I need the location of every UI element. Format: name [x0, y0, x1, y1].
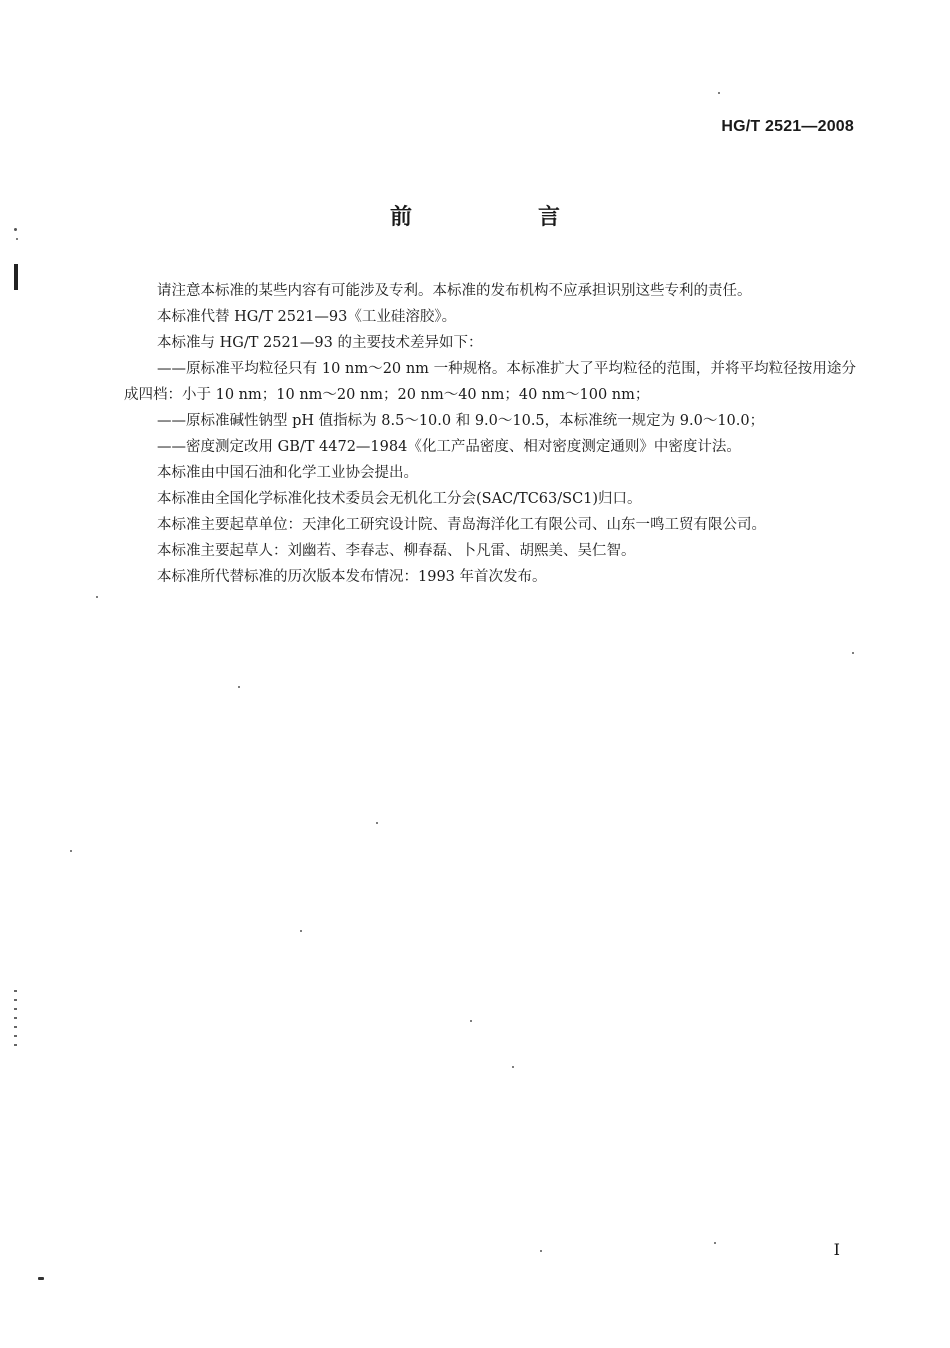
- paragraph-patent-notice: 请注意本标准的某些内容有可能涉及专利。本标准的发布机构不应承担识别这些专利的责任。: [157, 283, 752, 299]
- paragraph-version-history: 本标准所代替标准的历次版本发布情况：1993 年首次发布。: [157, 569, 547, 585]
- scan-speck: [238, 686, 240, 688]
- paragraph-drafters: 本标准主要起草人：刘幽若、李春志、柳春磊、卜凡雷、胡熙美、吴仁智。: [157, 543, 636, 559]
- scan-margin-mark: [14, 264, 18, 290]
- scan-speck: [70, 850, 72, 852]
- paragraph-replaces: 本标准代替 HG/T 2521—93《工业硅溶胶》。: [157, 309, 457, 325]
- scan-dotted-mark: [14, 990, 17, 1052]
- paragraph-differences-intro: 本标准与 HG/T 2521—93 的主要技术差异如下：: [157, 335, 483, 351]
- scan-speck: [718, 92, 720, 94]
- scan-speck: [16, 238, 18, 240]
- scan-speck: [540, 1250, 542, 1252]
- scan-speck: [512, 1066, 514, 1068]
- paragraph-administered-by: 本标准由全国化学标准化技术委员会无机化工分会(SAC/TC63/SC1)归口。: [157, 491, 642, 507]
- scan-speck: [96, 596, 98, 598]
- scan-speck: [852, 652, 854, 654]
- scan-speck: [376, 822, 378, 824]
- paragraph-difference-ph: ——原标准碱性钠型 pH 值指标为 8.5～10.0 和 9.0～10.5，本标准统一规定为 9.0～10.0；: [157, 413, 765, 429]
- paragraph-difference-particle-size: ——原标准平均粒径只有 10 nm～20 nm 一种规格。本标准扩大了平均粒径的范围，并将平均粒径按用途分成四档：小于 10 nm；10 nm～20 nm；20 nm～40 nm；40 nm～100 nm；: [124, 361, 856, 403]
- document-code: HG/T 2521—2008: [721, 118, 854, 135]
- paragraph-proposed-by: 本标准由中国石油和化学工业协会提出。: [157, 465, 418, 481]
- page-title: 前 言: [389, 205, 612, 230]
- paragraph-difference-density: ——密度测定改用 GB/T 4472—1984《化工产品密度、相对密度测定通则》中密度计法。: [157, 439, 741, 455]
- scan-speck: [300, 930, 302, 932]
- paragraph-drafting-units: 本标准主要起草单位：天津化工研究设计院、青岛海洋化工有限公司、山东一鸣工贸有限公司。: [157, 517, 766, 533]
- foreword-body: [124, 278, 856, 590]
- page-number: I: [833, 1240, 840, 1259]
- scan-speck: [38, 1277, 44, 1280]
- scan-speck: [14, 228, 17, 231]
- scan-speck: [714, 1242, 716, 1244]
- scan-speck: [470, 1020, 472, 1022]
